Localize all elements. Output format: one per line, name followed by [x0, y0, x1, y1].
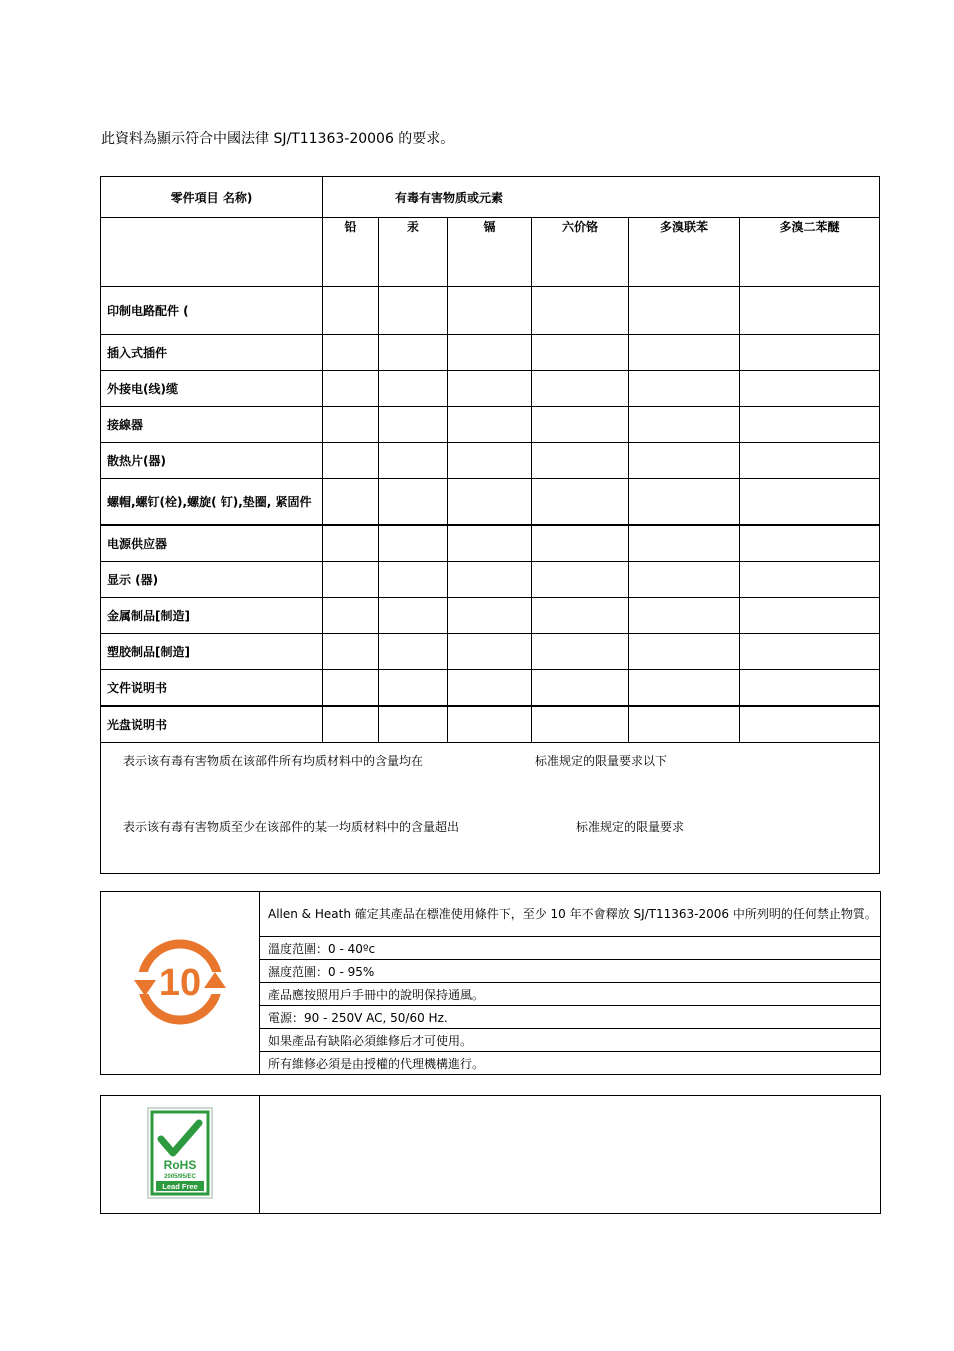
legend-box [101, 743, 880, 874]
hazard-table [100, 176, 880, 874]
header-elements: 有毒有害物质或元素 [323, 177, 880, 218]
part-name: 电源供应器 [101, 525, 323, 562]
rohs-lead-free-icon [147, 1107, 213, 1199]
part-name: 印制电路配件 ( [101, 287, 323, 335]
part-name: 塑胶制品[制造] [101, 634, 323, 670]
epup-info-table [100, 891, 881, 1075]
element-chromium-vi: 六价铬 [532, 218, 629, 287]
part-name: 显示 (器) [101, 562, 323, 598]
legend-below-text: 表示该有毒有害物质在该部件所有均质材料中的含量均在 [123, 754, 424, 768]
element-pbde: 多溴二苯醚 [740, 218, 880, 287]
info-line: 產品應按照用戶手冊中的說明保持通風。 [260, 983, 881, 1006]
rohs-label: RoHS [163, 1157, 197, 1172]
logo-number: 10 [158, 961, 202, 1004]
element-pbb: 多溴联苯 [629, 218, 740, 287]
lead-free-label: Lead Free [162, 1181, 198, 1191]
intro-text: 此資料為顯示符合中國法律 SJ/T11363-20006 的要求。 [101, 131, 455, 147]
rohs-logo [101, 1096, 260, 1214]
info-line: 溫度范圍：0 - 40ºc [260, 937, 881, 960]
header-blank [101, 218, 323, 287]
rohs-table [100, 1095, 881, 1214]
info-line: 所有維修必須是由授權的代理機構進行。 [260, 1052, 881, 1075]
part-name: 插入式插件 [101, 335, 323, 371]
info-line: 濕度范圍：0 - 95% [260, 960, 881, 983]
legend-exceed-standard: 标准规定的限量要求 [576, 820, 685, 834]
legend-below-standard: 标准规定的限量要求以下 [535, 754, 668, 768]
part-name: 接線器 [101, 407, 323, 443]
rohs-text-area [260, 1096, 881, 1214]
part-name: 金属制品[制造] [101, 598, 323, 634]
info-line: Allen & Heath 確定其產品在標准使用條件下，至少 10 年不會釋放 SJ/T11363-2006 中所列明的任何禁止物質。 [260, 892, 881, 937]
part-name: 螺帽,螺钉(栓),螺旋( 钉),垫圈, 紧固件 [101, 479, 323, 526]
info-line: 如果產品有缺陷必須維修后才可使用。 [260, 1029, 881, 1052]
header-parts: 零件項目 名称) [101, 177, 323, 218]
part-name: 光盘说明书 [101, 706, 323, 743]
part-name: 散热片(器) [101, 443, 323, 479]
rohs-directive: 2005/95/EC [164, 1173, 196, 1180]
element-lead: 铅 [323, 218, 379, 287]
legend-exceed-text: 表示该有毒有害物质至少在该部件的某一均质材料中的含量超出 [123, 820, 460, 834]
epup-10-logo [101, 892, 260, 1075]
info-line: 電源：90 - 250V AC, 50/60 Hz. [260, 1006, 881, 1029]
part-name: 文件说明书 [101, 670, 323, 707]
part-name: 外接电(线)缆 [101, 371, 323, 407]
element-mercury: 汞 [379, 218, 448, 287]
element-cadmium: 镉 [448, 218, 532, 287]
recycle-10-icon [130, 932, 230, 1032]
